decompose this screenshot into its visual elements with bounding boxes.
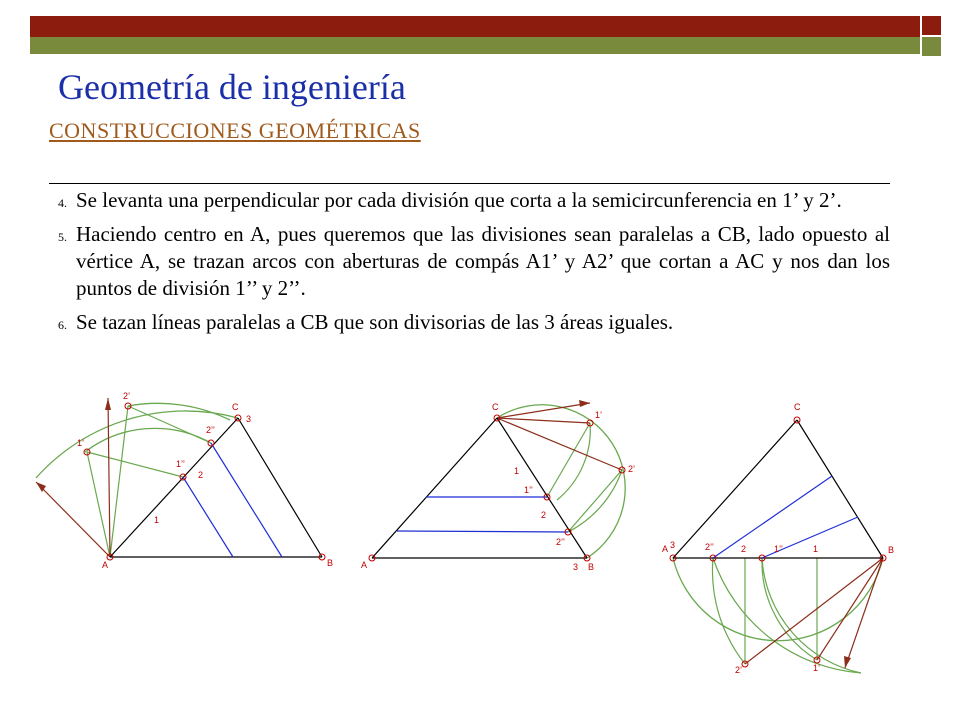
fig3-arrow xyxy=(844,656,851,668)
step-5-text: Haciendo centro en A, pues queremos que las divisiones sean paralelas a CB, lado opuesto al vértice A, se trazan arcos con aberturas de compás A1’ y A2’ que cortan a AC y nos dan los puntos de división 1’’ y 2’’. xyxy=(76,222,890,300)
fig2-label-2p: 2’ xyxy=(628,464,636,474)
fig1-brown-vertical xyxy=(108,398,110,557)
fig1-side-cb xyxy=(238,418,322,557)
fig3-label-a: A xyxy=(662,544,669,554)
fig2-label-a: A xyxy=(361,560,368,570)
fig3-label-1pp: 1’’ xyxy=(774,544,783,554)
fig3-label-b: B xyxy=(888,545,895,555)
fig1-label-2p: 2’ xyxy=(123,391,131,401)
fig2-brown-2 xyxy=(497,418,590,423)
fig3-arc-3 xyxy=(712,558,745,664)
fig1-brown-diag xyxy=(36,482,110,557)
fig2-side-cb xyxy=(497,418,587,558)
fig1-parallel-1 xyxy=(183,477,233,557)
fig1-arrow-up xyxy=(105,398,111,410)
fig2-semicircle xyxy=(497,405,625,558)
fig1-side-ac xyxy=(110,418,238,557)
fig1-label-3: 3 xyxy=(246,414,252,424)
fig1-arc-outer xyxy=(36,411,238,478)
fig1-green-2 xyxy=(87,452,183,477)
fig2-label-1pp: 1’’ xyxy=(524,485,533,495)
fig3-label-c: C xyxy=(794,402,801,412)
fig1-green-3 xyxy=(110,406,128,557)
fig2-green-1 xyxy=(547,423,590,497)
fig2-label-1p: 1’ xyxy=(595,410,603,420)
slide-title: Geometría de ingeniería xyxy=(58,67,406,107)
fig1-label-c: C xyxy=(232,402,239,412)
figure-1 xyxy=(36,391,333,570)
fig1-label-1p: 1’ xyxy=(77,438,85,448)
fig3-semicircle xyxy=(673,558,883,641)
fig2-brown-3 xyxy=(497,418,622,470)
fig3-label-2: 2 xyxy=(741,544,747,554)
fig2-arc-1 xyxy=(557,423,590,500)
step-5-number: 5. xyxy=(58,230,67,244)
fig2-label-1: 1 xyxy=(514,466,520,476)
fig3-label-2p: 2’ xyxy=(735,665,743,675)
fig1-arc-top xyxy=(128,403,230,420)
fig3-label-1p: 1’ xyxy=(813,663,821,673)
fig1-label-a: A xyxy=(102,560,109,570)
slide-subtitle: CONSTRUCCIONES GEOMÉTRICAS xyxy=(49,118,421,143)
fig2-label-2pp: 2’’ xyxy=(556,537,565,547)
step-4-number: 4. xyxy=(58,196,67,210)
fig3-side-ac xyxy=(673,420,797,558)
fig2-arrow xyxy=(579,400,590,407)
fig3-arc-1 xyxy=(713,558,861,673)
fig1-green-4 xyxy=(87,452,110,557)
fig1-label-2pp: 2’’ xyxy=(206,425,215,435)
fig3-brown-2 xyxy=(817,558,883,660)
fig1-label-1: 1 xyxy=(154,515,160,525)
fig2-label-3: 3 xyxy=(573,562,579,572)
fig3-label-3: 3 xyxy=(670,540,676,550)
fig2-label-2: 2 xyxy=(541,510,547,520)
figure-3 xyxy=(662,402,894,675)
fig3-brown-1 xyxy=(745,558,883,664)
fig1-label-1pp: 1’’ xyxy=(176,459,185,469)
fig1-label-b: B xyxy=(327,558,334,568)
fig3-label-2pp: 2’’ xyxy=(705,542,714,552)
fig1-label-2: 2 xyxy=(198,470,204,480)
fig2-parallel-2 xyxy=(397,531,568,532)
step-4-text: Se levanta una perpendicular por cada división que corta a la semicircunferencia en 1’ y 2’. xyxy=(76,188,842,212)
step-6-number: 6. xyxy=(58,318,67,332)
fig2-label-c: C xyxy=(492,402,499,412)
fig1-arc-inner xyxy=(85,428,211,452)
fig2-label-b: B xyxy=(588,562,595,572)
figure-2 xyxy=(361,400,635,572)
step-6-text: Se tazan líneas paralelas a CB que son divisorias de las 3 áreas iguales. xyxy=(76,310,674,334)
fig2-side-ac xyxy=(372,418,497,558)
fig3-label-1: 1 xyxy=(813,544,819,554)
